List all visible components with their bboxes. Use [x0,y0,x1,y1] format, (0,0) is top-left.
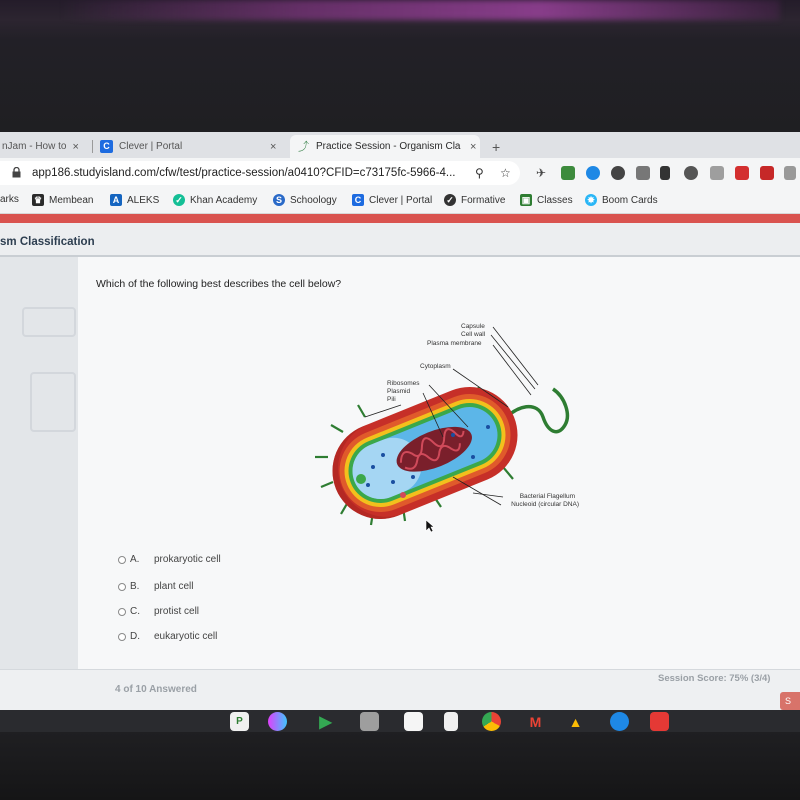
mouse-cursor-icon [425,519,435,533]
tab-close-icon[interactable]: × [470,140,477,153]
bookmark-label: ALEKS [127,194,160,206]
address-bar-row [0,158,800,188]
bookmark-label: Schoology [290,194,337,206]
choice-letter: D. [130,631,140,642]
label-ribosomes: Ribosomes [387,380,420,387]
bookmark-formative[interactable] [444,194,505,206]
bookmark-clever[interactable] [352,194,432,206]
radio-button[interactable] [118,583,126,591]
khan-academy-icon: ✓ [173,194,185,206]
app-red-icon[interactable] [650,712,669,731]
choice-d[interactable] [118,631,217,642]
session-footer [0,669,800,710]
label-plasmid: Plasmid [387,388,411,395]
extension-grey-icon[interactable] [710,166,724,180]
extension-overflow-icon[interactable] [784,166,796,180]
bookmark-label: Boom Cards [602,194,658,206]
tab-practice-session[interactable] [290,135,480,158]
bookmark-aleks[interactable] [110,194,159,206]
extension-cube-icon[interactable] [636,166,650,180]
tab-close-icon[interactable]: × [270,140,277,153]
bookmark-khan-academy[interactable] [173,194,257,206]
aleks-icon: A [110,194,122,206]
clever-icon: C [100,140,113,153]
schoology-icon: S [273,194,285,206]
tab-label: Clever | Portal [119,141,183,152]
extension-green-icon[interactable] [561,166,575,180]
tab-separator [92,140,93,153]
new-tab-button[interactable]: + [492,138,501,155]
submit-button[interactable]: S [780,692,800,710]
choice-text: prokaryotic cell [154,554,221,565]
choice-letter: B. [130,581,140,592]
bookmark-classes[interactable] [520,194,573,206]
extension-pin-icon[interactable]: ✈ [536,166,547,180]
label-cytoplasm: Cytoplasm [420,363,451,370]
omnibox[interactable] [0,161,520,185]
left-navigation-pane [0,257,78,677]
question-text: Which of the following best describes the cell below? [96,278,342,290]
radio-button[interactable] [118,556,126,564]
bookmark-schoology[interactable] [273,194,337,206]
radio-button[interactable] [118,633,126,641]
files-icon[interactable] [610,712,629,731]
plasmid [356,474,366,484]
taskbar [0,710,800,732]
star-icon[interactable]: ☆ [500,166,511,180]
label-nucleoid: Nucleoid (circular DNA) [511,501,579,508]
bookmark-boom-cards[interactable] [585,194,658,206]
boom-cards-icon: ✸ [585,194,597,206]
lock-icon [12,167,21,178]
app-grey-icon[interactable] [360,712,379,731]
app-loop-icon[interactable] [268,712,287,731]
bookmark-label: Formative [461,194,506,206]
tab-njam[interactable] [0,135,88,158]
bookmark-bookmarks[interactable] [0,194,19,205]
search-icon[interactable]: ⚲ [475,166,484,180]
session-score: Session Score: 75% (3/4) [658,673,771,684]
choice-b[interactable] [118,581,193,592]
tab-bar [0,132,800,158]
bookmark-label: Membean [49,194,94,206]
chrome-icon[interactable] [482,712,501,731]
plasmid [400,492,406,498]
play-store-icon[interactable]: ▶ [319,713,332,731]
choice-a[interactable] [118,554,221,565]
label-pili: Pili [387,396,396,403]
extension-shield-icon[interactable] [611,166,625,180]
bookmark-label: Clever | Portal [369,194,433,206]
bookmark-label: Khan Academy [190,194,258,206]
choice-letter: C. [130,606,140,617]
studyisland-icon: ⤴ [298,140,309,153]
bookmark-label: arks [0,194,19,205]
bookmark-membean[interactable] [32,194,93,206]
membean-icon: ♛ [33,195,43,205]
tab-clever[interactable] [100,135,285,158]
question-card [78,257,800,669]
prokaryotic-cell-diagram [303,307,583,532]
choice-letter: A. [130,554,140,565]
gmail-icon[interactable]: M [529,713,542,730]
extension-red-icon[interactable] [760,166,774,180]
bookmark-label: Classes [537,194,573,206]
extension-blue-icon[interactable] [586,166,600,180]
screen-bezel [0,732,800,800]
tab-label: nJam - How to [2,141,67,152]
classes-icon: ▣ [521,195,531,205]
app-p-icon[interactable]: P [230,712,249,731]
ambient-light [60,0,780,20]
clever-icon: C [352,194,364,206]
pdf-icon[interactable] [735,166,749,180]
docs-icon[interactable] [444,712,458,731]
nav-decoration [22,307,76,337]
label-cell-wall: Cell wall [461,331,486,338]
bookmarks-bar [0,188,800,214]
label-plasma-membrane: Plasma membrane [427,340,482,347]
page-title: sm Classification [0,236,95,248]
app-photo-icon[interactable] [404,712,423,731]
label-capsule: Capsule [461,323,485,330]
nav-decoration [30,372,76,432]
extension-check-icon[interactable] [684,166,698,180]
choice-text: eukaryotic cell [154,631,218,642]
label-flagellum: Bacterial Flagellum [519,493,575,500]
url-text: app186.studyisland.com/cfw/test/practice-session/a0410?CFID=c73175fc-5966-4... [32,167,456,179]
brand-accent-bar [0,214,800,223]
choice-c[interactable] [118,606,199,617]
radio-button[interactable] [118,608,126,616]
extension-bars-icon[interactable] [660,166,670,180]
tab-label: Practice Session - Organism Cla [316,141,461,152]
choice-text: plant cell [154,581,194,592]
page-content [0,214,800,710]
tab-close-icon[interactable]: × [72,140,79,153]
formative-icon: ✓ [444,194,456,206]
drive-icon[interactable]: ▲ [568,713,583,730]
choice-text: protist cell [154,606,200,617]
answered-count: 4 of 10 Answered [115,684,197,695]
